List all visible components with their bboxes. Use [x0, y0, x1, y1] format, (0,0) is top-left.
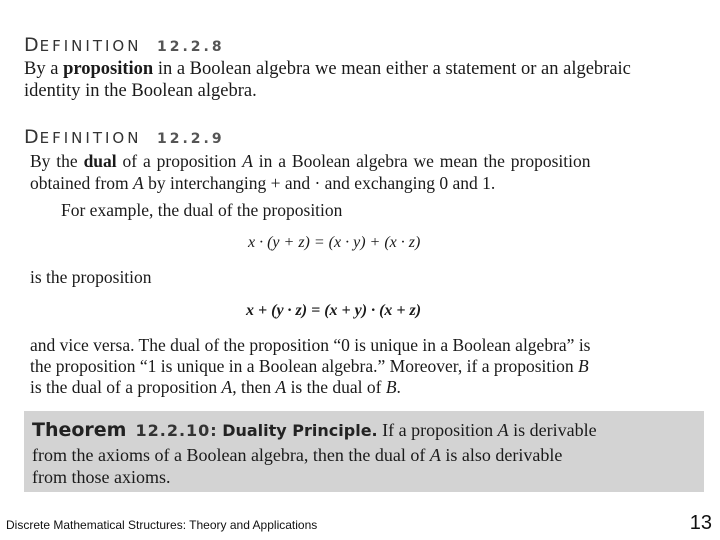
- heading-number: 12.2.8: [156, 39, 225, 55]
- def1-term: proposition: [63, 59, 154, 79]
- theorem-text: If a proposition: [377, 420, 498, 440]
- def2-variable: A: [133, 173, 144, 193]
- theorem-line-2: [32, 444, 562, 466]
- equation-1: x · (y + z) = (x · y) + (x · z): [248, 234, 421, 251]
- def1-line-2: identity in the Boolean algebra.: [24, 81, 257, 101]
- example-para-line-1: and vice versa. The dual of the proposition “0 is unique in a Boolean algebra” is: [30, 335, 591, 355]
- footer-book-title: Discrete Mathematical Structures: Theory and Applications: [6, 518, 318, 532]
- def2-text: of a proposition: [116, 151, 243, 171]
- def2-line-1: [30, 150, 591, 172]
- def2-variable: A: [242, 151, 253, 171]
- def2-text: by interchanging + and · and exchanging 0 and 1.: [143, 173, 496, 193]
- def1-text: in a Boolean algebra we mean either a statement or an algebraic: [153, 59, 631, 79]
- def2-line-2: [30, 172, 495, 194]
- para-text: .: [396, 377, 401, 397]
- example-intro: For example, the dual of the proposition: [61, 200, 343, 220]
- heading-word: EFINITION: [39, 37, 142, 55]
- def2-term: dual: [83, 151, 117, 171]
- heading-initial: D: [24, 126, 40, 148]
- def2-text: in a Boolean algebra we mean the proposition: [252, 151, 591, 171]
- theorem-line-3: from those axioms.: [32, 467, 171, 487]
- theorem-variable: A: [429, 445, 441, 465]
- heading-word: EFINITION: [39, 129, 142, 147]
- para-text: is the dual of: [286, 377, 386, 397]
- para-variable: A: [275, 377, 287, 397]
- theorem-label: Theorem: [32, 419, 127, 441]
- def1-text: By a: [24, 59, 64, 79]
- para-text: the proposition “1 is unique in a Boolean algebra.” Moreover, if a proposition: [30, 356, 578, 376]
- para-text: is the dual of a proposition: [30, 377, 222, 397]
- example-para-line-2: [30, 355, 589, 377]
- definition-heading-1: [24, 34, 225, 56]
- def2-text: obtained from: [30, 173, 134, 193]
- equation-2: x + (y · z) = (x + y) · (x + z): [246, 302, 422, 319]
- theorem-text: is also derivable: [440, 445, 563, 465]
- definition-heading-2: [24, 126, 225, 148]
- theorem-line-1: [32, 419, 597, 442]
- theorem-text: is derivable: [508, 420, 597, 440]
- page-number: 13: [689, 512, 712, 534]
- heading-initial: D: [24, 34, 40, 56]
- theorem-text: from the axioms of a Boolean algebra, then the dual of: [32, 445, 430, 465]
- para-text: , then: [232, 377, 276, 397]
- example-para-line-3: [30, 376, 401, 398]
- para-variable: A: [221, 377, 233, 397]
- para-variable: B: [385, 377, 397, 397]
- heading-number: 12.2.9: [156, 131, 225, 147]
- example-connector: is the proposition: [30, 267, 152, 287]
- theorem-number: 12.2.10:: [135, 421, 218, 440]
- theorem-variable: A: [497, 420, 509, 440]
- def2-text: By the: [30, 151, 84, 171]
- theorem-name: Duality Principle.: [222, 421, 378, 440]
- def1-line-1: [24, 58, 631, 80]
- para-variable: B: [578, 356, 589, 376]
